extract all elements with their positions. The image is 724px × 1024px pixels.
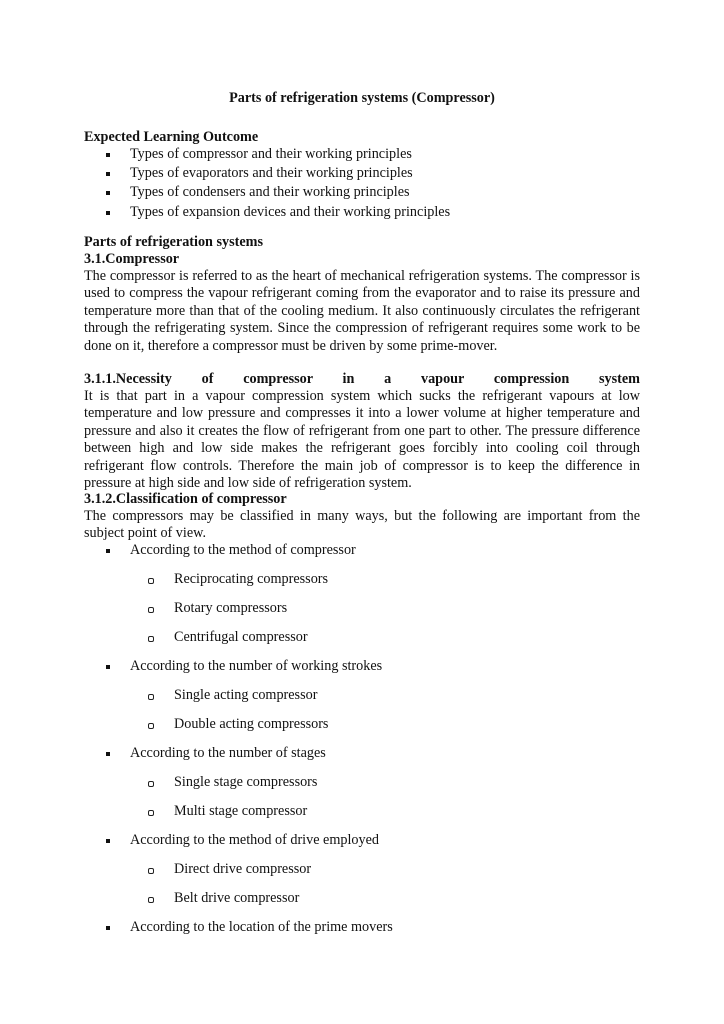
circle-bullet-icon bbox=[148, 897, 154, 903]
bullet-icon bbox=[106, 172, 110, 176]
bullet-icon bbox=[106, 665, 110, 669]
classification-heading: 3.1.2.Classification of compressor bbox=[84, 491, 287, 507]
classification-group: According to the method of drive employed bbox=[84, 832, 640, 849]
classification-item: Rotary compressors bbox=[84, 600, 640, 617]
bullet-icon bbox=[106, 926, 110, 930]
circle-bullet-icon bbox=[148, 607, 154, 613]
bullet-icon bbox=[106, 153, 110, 157]
classification-group: According to the method of compressor bbox=[84, 542, 640, 559]
classification-item: Single acting compressor bbox=[84, 687, 640, 704]
list-item: Types of evaporators and their working principles bbox=[84, 165, 640, 184]
necessity-paragraph: It is that part in a vapour compression system which sucks the refrigerant vapours at low temperature and low pressure and compresses it into a lower volume at higher temperature and pressure and also it creates the flow of refrigerant from one part to other. The pressure difference between high and low side makes the refrigerant goes forcibly into cooling coil through refrigerant flow controls. Therefore the main job of compressor is to keep the difference in pressure at high side and low side of refrigeration system. bbox=[84, 388, 640, 492]
section-heading: Parts of refrigeration systems bbox=[84, 234, 263, 250]
circle-bullet-icon bbox=[148, 636, 154, 642]
bullet-icon bbox=[106, 839, 110, 843]
list-item: Types of compressor and their working principles bbox=[84, 146, 640, 165]
bullet-icon bbox=[106, 211, 110, 215]
circle-bullet-icon bbox=[148, 578, 154, 584]
compressor-heading: 3.1.Compressor bbox=[84, 251, 180, 267]
bullet-icon bbox=[106, 549, 110, 553]
document-title: Parts of refrigeration systems (Compressor) bbox=[229, 90, 495, 106]
circle-bullet-icon bbox=[148, 723, 154, 729]
classification-item: Centrifugal compressor bbox=[84, 629, 640, 646]
list-item: Types of expansion devices and their working principles bbox=[84, 204, 640, 223]
learning-outcome-heading: Expected Learning Outcome bbox=[84, 129, 259, 145]
classification-item: Reciprocating compressors bbox=[84, 571, 640, 588]
learning-outcome-list bbox=[84, 146, 640, 223]
classification-item: Multi stage compressor bbox=[84, 803, 640, 820]
necessity-heading: 3.1.1.Necessity of compressor in a vapour compression system bbox=[84, 371, 640, 387]
bullet-icon bbox=[106, 752, 110, 756]
classification-item: Belt drive compressor bbox=[84, 890, 640, 907]
compressor-paragraph: The compressor is referred to as the heart of mechanical refrigeration systems. The compressor is used to compress the vapour refrigerant coming from the evaporator and to raise its pressure and temperature more than that of the cooling medium. It also continuously circulates the refrigerant through the refrigerating system. Since the compression of refrigerant requires some work to be done on it, therefore a compressor must be driven by some prime-mover. bbox=[84, 268, 640, 354]
list-item: Types of condensers and their working principles bbox=[84, 184, 640, 203]
circle-bullet-icon bbox=[148, 810, 154, 816]
circle-bullet-icon bbox=[148, 694, 154, 700]
classification-group: According to the number of stages bbox=[84, 745, 640, 762]
classification-item: Direct drive compressor bbox=[84, 861, 640, 878]
classification-group: According to the location of the prime movers bbox=[84, 919, 640, 936]
classification-item: Double acting compressors bbox=[84, 716, 640, 733]
classification-item: Single stage compressors bbox=[84, 774, 640, 791]
classification-paragraph: The compressors may be classified in many ways, but the following are important from the subject point of view. bbox=[84, 508, 640, 542]
circle-bullet-icon bbox=[148, 781, 154, 787]
bullet-icon bbox=[106, 191, 110, 195]
classification-group: According to the number of working strokes bbox=[84, 658, 640, 675]
circle-bullet-icon bbox=[148, 868, 154, 874]
